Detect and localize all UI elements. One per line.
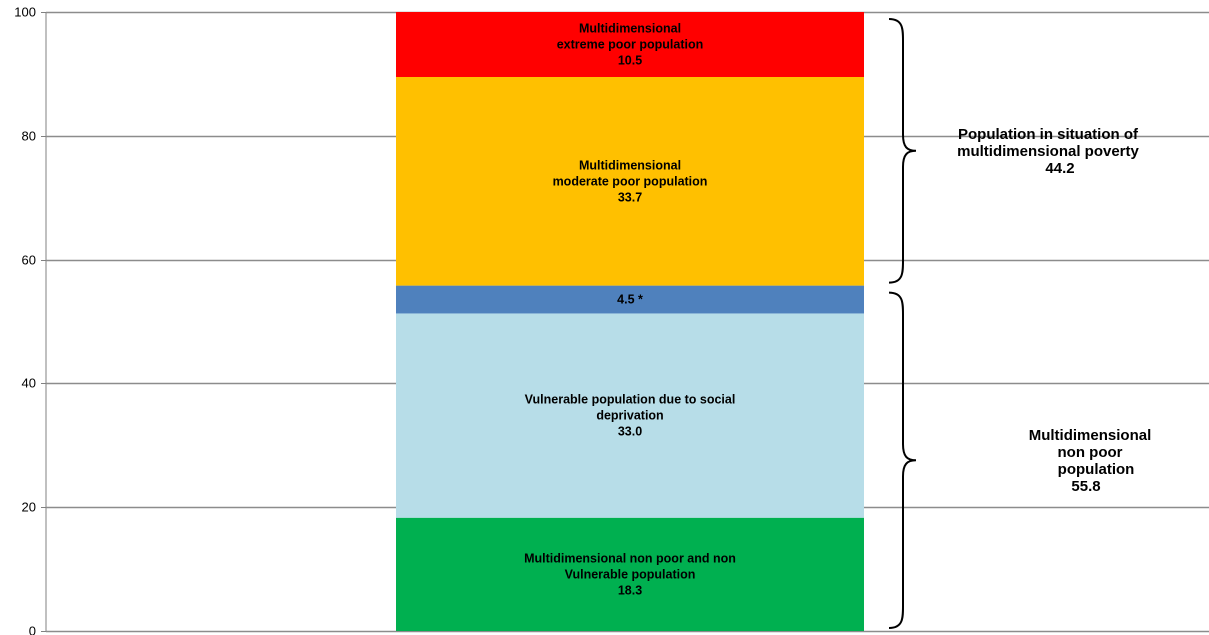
segment-label: Multidimensional non poor and non <box>524 551 736 566</box>
y-tick-label: 80 <box>21 128 36 144</box>
y-tick-label: 40 <box>21 375 36 391</box>
y-tick-label: 20 <box>21 499 36 515</box>
segment-label: 10.5 <box>617 53 643 68</box>
segment-label: 33.0 <box>617 424 643 439</box>
segment-label: Vulnerable population <box>564 567 696 582</box>
segment-label: Multidimensional <box>578 21 682 36</box>
segment-label: extreme poor population <box>556 37 704 52</box>
segment-label: 4.5 * <box>617 292 643 307</box>
segment-label: Multidimensional <box>578 158 682 173</box>
brace-label: multidimensional poverty <box>957 142 1139 160</box>
brace-label: Multidimensional <box>1028 426 1152 444</box>
curly-brace <box>889 19 916 283</box>
y-tick-label: 0 <box>28 623 36 635</box>
brace-label: Population in situation of <box>958 125 1138 143</box>
segment-label: 18.3 <box>617 583 643 598</box>
segment-label: moderate poor population <box>552 174 708 189</box>
brace-label: 55.8 <box>1071 477 1101 495</box>
segment-label: 33.7 <box>617 190 643 205</box>
brace-label: non poor <box>1057 443 1123 461</box>
segment-label: Vulnerable population due to social <box>524 392 736 407</box>
curly-brace <box>889 293 916 628</box>
y-tick-label: 60 <box>21 252 36 268</box>
brace-label: population <box>1057 460 1135 478</box>
y-tick-label: 100 <box>14 4 36 20</box>
brace-label: 44.2 <box>1045 159 1075 177</box>
segment-label: deprivation <box>596 408 664 423</box>
